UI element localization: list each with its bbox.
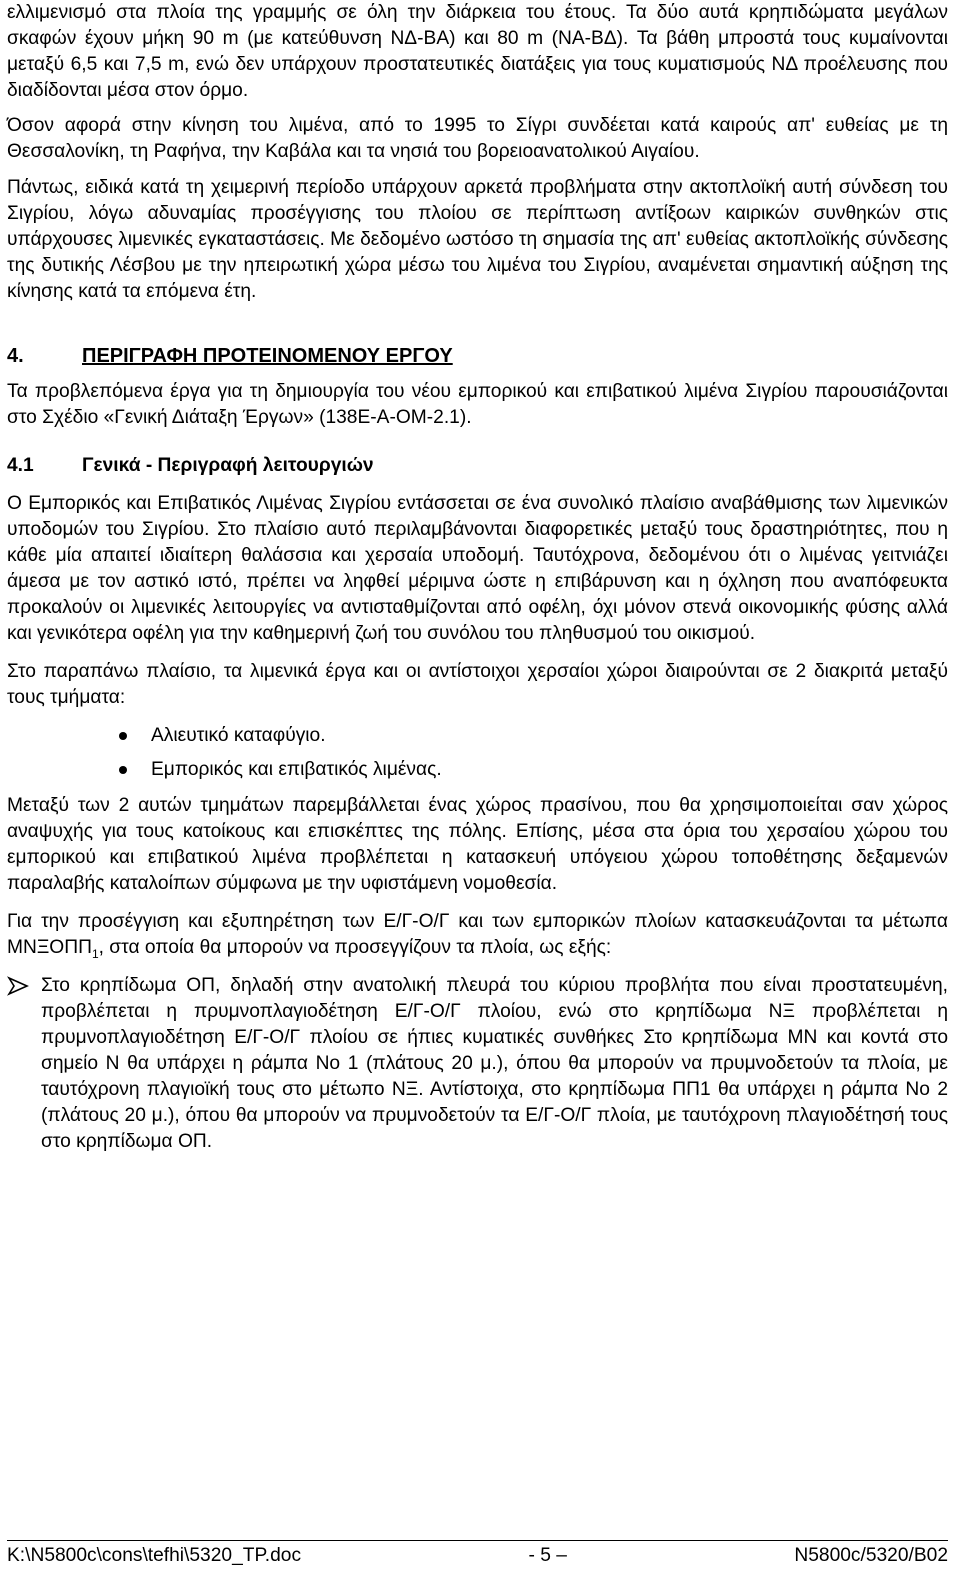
paragraph-two-sections: Στο παραπάνω πλαίσιο, τα λιμενικά έργα και οι αντίστοιχοι χερσαίοι χώροι διαιρούνται σε 2 διακριτά μεταξύ τους τμήματα:	[7, 661, 948, 708]
berth-fronts-text: Για την προσέγγιση και εξυπηρέτηση των Ε/Γ-Ο/Γ και των εμπορικών πλοίων κατασκευάζονται τα μέτωπα ΜΝΞΟΠΠ	[7, 911, 948, 958]
page-footer	[7, 1543, 948, 1569]
arrow-bullet-icon	[7, 975, 29, 997]
paragraph-green-space: Μεταξύ των 2 αυτών τμημάτων παρεμβάλλεται ένας χώρος πρασίνου, που θα χρησιμοποιείται σαν χώρος αναψυχής για τους κατοίκους και επισκέπτες της πόλης. Επίσης, μέσα στα όρια του χερσαίου χώρου του εμπορικού και επιβατικού λιμένα προβλέπεται η κατασκευή υπόγειου χώρου τοποθέτησης δεξαμενών παραλαβής καταλοίπων σύμφωνα με την υφιστάμενη νομοθεσία.	[7, 795, 948, 894]
section-4-title: ΠΕΡΙΓΡΑΦΗ ΠΡΟΤΕΙΝΟΜΕΝΟΥ ΕΡΓΟΥ	[82, 345, 453, 367]
paragraph-winter-problems: Πάντως, ειδικά κατά τη χειμερινή περίοδο υπάρχουν αρκετά προβλήματα στην ακτοπλοϊκή αυτή σύνδεση του Σιγρίου, λόγω αδυναμίας προσέγγισης του πλοίου σε περίπτωση αντίξοων καιρικών συνθηκών στις υπάρχουσες λιμενικές εγκαταστάσεις. Με δεδομένο ωστόσο τη σημασία της απ' ευθείας ακτοπλοϊκής σύνδεσης της δυτικής Λέσβου με την ηπειρωτική χώρα μέσω του λιμένα του Σιγρίου, αναμένεται σημαντική αύξηση της κίνησης κατά τα επόμενα έτη.	[7, 177, 948, 302]
paragraph-port-traffic: Όσον αφορά στην κίνηση του λιμένα, από το 1995 το Σίγρι συνδέεται κατά καιρούς απ' ευθείας με τη Θεσσαλονίκη, τη Ραφήνα, την Καβάλα και τα νησιά του βορειοανατολικού Αιγαίου.	[7, 115, 948, 162]
document-page	[7, 0, 948, 1155]
arrow-list-item	[7, 973, 948, 1155]
bullet-icon	[119, 732, 127, 740]
section-4-1-title: Γενικά - Περιγραφή λειτουργιών	[82, 455, 374, 476]
paragraph-planned-works: Τα προβλεπόμενα έργα για τη δημιουργία του νέου εμπορικού και επιβατικού λιμένα Σιγρίου παρουσιάζονται στο Σχέδιο «Γενική Διάταξη Έργων» (138Ε-Α-ΟΜ-2.1).	[7, 381, 948, 428]
footer-divider	[7, 1540, 948, 1541]
footer-doc-code: N5800c/5320/B02	[794, 1545, 948, 1566]
list-item	[7, 723, 948, 749]
footer-file-path: K:\N5800c\cons\tefhi\5320_TP.doc	[7, 1545, 302, 1566]
paragraph-general: Ο Εμπορικός και Επιβατικός Λιμένας Σιγρίου εντάσσεται σε ένα συνολικό πλαίσιο αναβάθμισης των λιμενικών υποδομών του Σιγρίου. Στο πλαίσιο αυτό περιλαμβάνονται διαφορετικές μεταξύ τους δραστηριότητες, που η κάθε μία απαιτεί ιδιαίτερη θαλάσσια και χερσαία υποδομή. Ταυτόχρονα, δεδομένου ότι ο λιμένας γειτνιάζει άμεσα με τον αστικό ιστό, πρέπει να ληφθεί μέριμνα ώστε η επιβάρυνση και η όχληση που αναπόφευκτα προκαλούν οι λιμενικές λειτουργίες να αντισταθμίζονται από οφέλη, όχι μόνον στενά οικονομικής φύσης αλλά και γενικότερα οφέλη για την καθημερινή ζωή του συνόλου του πληθυσμού του οικισμού.	[7, 493, 948, 644]
footer-page-number: - 5 –	[528, 1545, 567, 1566]
section-4-1-number: 4.1	[7, 455, 34, 476]
list-item-label: Εμπορικός και επιβατικός λιμένας.	[151, 759, 442, 780]
arrow-item-text: Στο κρηπίδωμα ΟΠ, δηλαδή στην ανατολική πλευρά του κύριου προβλήτα που είναι προστατευμένη, προβλέπεται η πρυμνοπλαγιοδέτηση Ε/Γ-Ο/Γ πλοίου, ενώ στο κρηπίδωμα ΝΞ προβλέπεται η πρυμνοπλαγιοδέτηση Ε/Γ-Ο/Γ πλοίου σε ήπιες κυματικές συνθήκες Στο κρηπίδωμα ΜΝ και κοντά στο σημείο Ν θα υπάρχει η ράμπα Νο 1 (πλάτους 20 μ.), όπου θα μπορούν να πρυμνοδετούν τα πλοία, με ταυτόχρονη πλαγιοϊκή τους στο μέτωπο ΝΞ. Αντίστοιχα, στο κρηπίδωμα ΠΠ1 θα υπάρχει η ράμπα Νο 2 (πλάτους 20 μ.), όπου θα μπορούν να πρυμνοδετούν τα Ε/Γ-Ο/Γ πλοία, με ταυτόχρονη πλαγιοδέτησή τους στο κρηπίδωμα ΟΠ.	[41, 975, 948, 1152]
bullet-icon	[119, 766, 127, 774]
section-4-1-heading	[7, 453, 948, 479]
paragraph-berthing: ελλιμενισμό στα πλοία της γραμμής σε όλη την διάρκεια του έτους. Τα δύο αυτά κρηπιδώματα μεγάλων σκαφών έχουν μήκη 90 m (με κατεύθυνση ΝΔ-ΒΑ) και 80 m (ΝΑ-ΒΔ). Τα βάθη μπροστά τους κυμαίνονται μεταξύ 6,5 και 7,5 m, ενώ δεν υπάρχουν προστατευτικές διατάξεις για τους κυματισμούς ΝΔ προέλευσης που διαδίδονται μέσα στον όρμο.	[7, 2, 948, 101]
paragraph-berth-fronts	[7, 909, 948, 961]
list-item	[7, 757, 948, 783]
section-4-heading	[7, 343, 948, 369]
berth-fronts-text-end: , στα οποία θα μπορούν να προσεγγίζουν τα πλοία, ως εξής:	[98, 937, 612, 958]
subscript-1: 1	[91, 946, 99, 961]
list-item-label: Αλιευτικό καταφύγιο.	[151, 725, 326, 746]
bullet-list	[7, 723, 948, 783]
section-4-number: 4.	[7, 345, 24, 367]
